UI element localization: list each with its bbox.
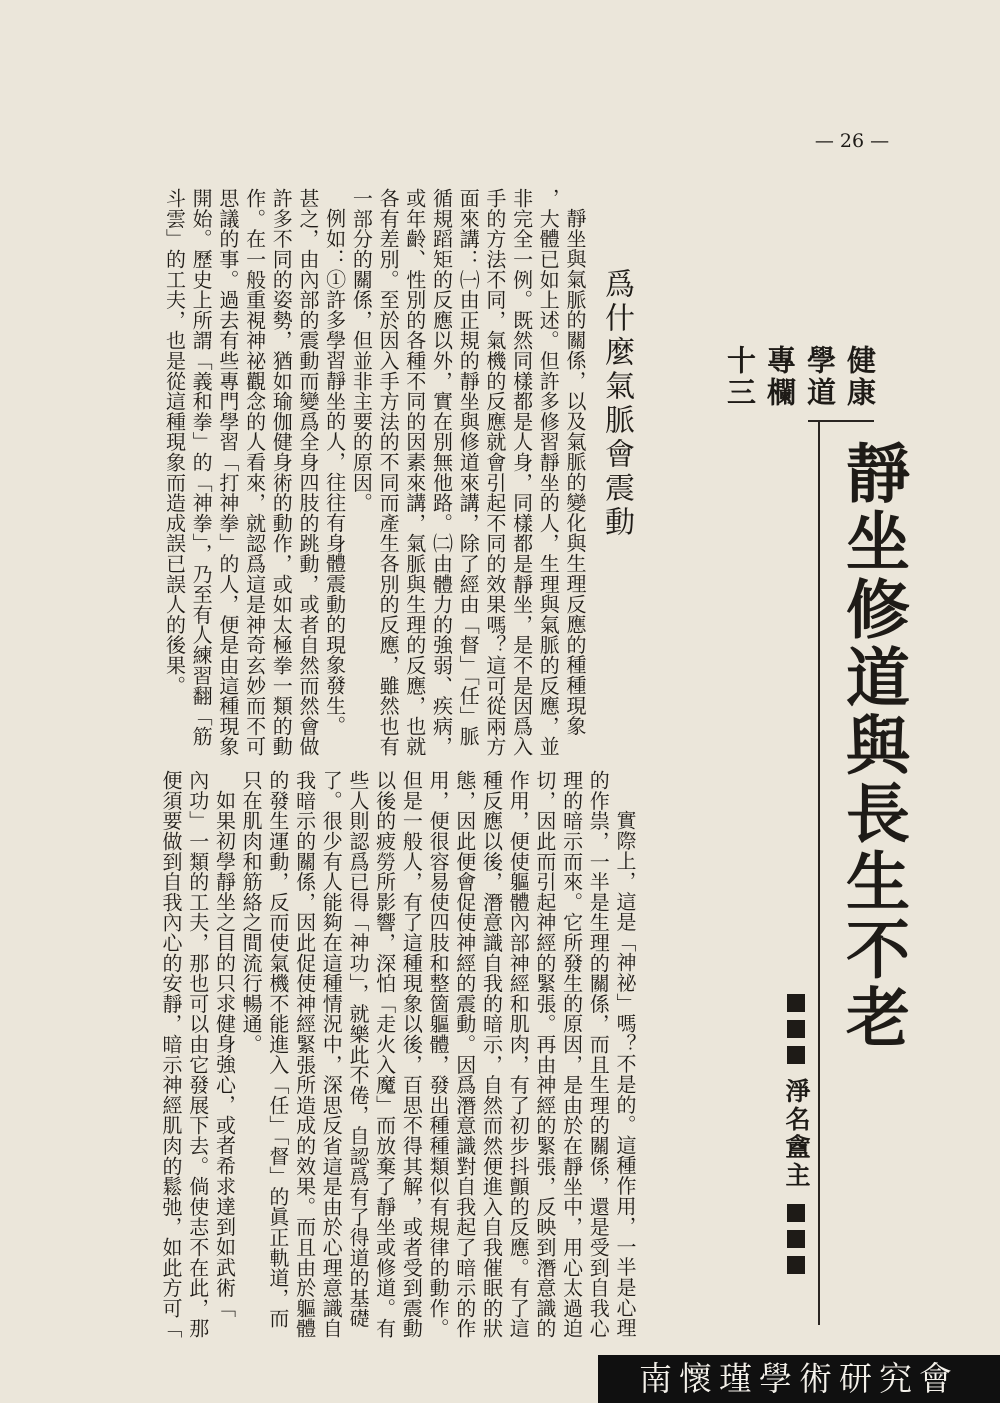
page-number: — 26 — [814,130,890,152]
author-name: 淨名盦主 [782,1078,811,1190]
body-line: 靜坐與氣脈的關係，以及氣脈的變化與生理反應的種種現象 [563,208,587,736]
article-title: 靜坐修道與長生不老 [835,440,910,1052]
body-line: ，大體已如上述。但許多修習靜坐的人，生理與氣脈的反應，並 [536,188,561,757]
square-mark-icon [787,1046,805,1064]
body-line: 斗雲」的工夫，也是從這種現象而造成誤已誤人的後果。 [162,188,187,696]
body-line: 我暗示的關係，因此促使神經緊張所造成的效果。而且由於軀體 [292,770,317,1339]
body-line: 內功」一類的工夫，那也可以由它發展下去。倘使志不在此，那 [185,770,210,1339]
square-mark-icon [787,1256,805,1274]
square-mark-icon [787,994,805,1012]
body-line: 了。很少有人能夠在這種情況中，深思反省這是由於心理意識自 [319,770,344,1339]
body-line: 非完全一例。既然同樣都是人身，同樣都是靜坐，是不是因爲入 [509,188,534,757]
body-line: 但是一般人，有了這種現象以後，百思不得其解，或者受到震動 [399,770,424,1339]
body-line: 作用，便使軀體內部神經和肌肉，有了初步抖顫的反應。有了這 [506,770,531,1339]
body-line: 手的方法不同，氣機的反應就會引起不同的效果嗎？這可從兩方 [482,188,507,757]
body-line: 些人則認爲已得「神功」，就樂此不倦，自認爲有了得道的基礎 [345,770,370,1329]
body-line: 各有差別。至於因入手方法的不同而產生各別的反應，雖然也有 [376,188,401,757]
body-line: 一部分的關係，但並非主要的原因。 [349,188,374,513]
body-line: 態，因此便會促使神經的震動。因爲潛意識對自我起了暗示的作 [452,770,477,1339]
body-line: 只在肌肉和筋絡之間流行暢通。 [239,770,264,1055]
body-line: 便須要做到自我內心的安靜，暗示神經肌肉的鬆弛，如此方可「 [159,770,184,1339]
publisher-banner: 南懷瑾學術研究會 [598,1355,1000,1403]
body-line: 的發生運動，反而使氣機不能進入「任」「督」的眞正軌道，而 [265,770,290,1329]
square-mark-icon [787,1204,805,1222]
body-line: 許多不同的姿勢，猶如瑜伽健身術的動作，或如太極拳一類的動 [269,188,294,757]
body-line: 循規蹈矩的反應以外，實在別無他路。㈡由體力的強弱、疾病， [429,188,454,757]
column-label-line-1: 健康 [843,345,877,409]
body-line: 如果初學靜坐之目的只求健身強心，或者希求達到如武術「 [212,790,237,1318]
body-line: 面來講：㈠由正規的靜坐與修道來講，除了經由「督」「任」脈 [456,188,481,747]
body-line: 切，因此而引起神經的緊張。再由神經的緊張，反映到潛意識的 [532,770,557,1339]
column-label-line-2: 學道 [803,345,837,409]
square-mark-icon [787,1230,805,1248]
body-text-top [116,188,588,757]
body-line: 甚之，由內部的震動而變爲全身四肢的跳動，或者自然而然會做 [295,188,320,757]
section-title: 爲什麼氣脈會震動 [599,268,634,540]
body-line: 用，便很容易使四肢和整箇軀體，發出種種類似有規律的動作。 [426,770,451,1339]
body-line: 例如：①許多學習靜坐的人，往往有身體震動的現象發生。 [322,208,347,736]
body-line: 理的暗示而來。它所發生的原因，是由於在靜坐中，用心太過迫 [559,770,584,1339]
body-line: 種反應以後，潛意識自我的暗示，自然而然便進入自我催眠的狀 [479,770,504,1339]
body-line: 實際上，這是「神祕」嗎？不是的。這種作用，一半是心理 [613,810,637,1338]
body-line: 或年齡、性別的各種不同的因素來講，氣脈與生理的反應，也就 [402,188,427,757]
body-line: 以後的疲勞所影響，深怕「走火入魔」而放棄了靜坐或修道。有 [372,770,397,1339]
author-block [782,990,810,1278]
square-mark-icon [787,1020,805,1038]
column-label-line-3: 專欄 [763,345,797,409]
body-line: 思議的事。過去有些專門學習「打神拳」的人，便是由這種現象 [215,188,240,757]
body-line: 開始。歷史上所謂「義和拳」的「神拳」，乃至有人練習翻「筋 [189,188,214,747]
body-line: 作。在一般重視神祕觀念的人看來，就認爲這是神奇玄妙而不可 [242,188,267,757]
column-label-line-4: 十三 [723,345,757,409]
body-line: 的作祟，一半是生理的關係，而且生理的關係，還是受到自我心 [586,770,611,1339]
body-text-bottom [114,770,638,1339]
title-rule-vertical [818,420,820,1325]
